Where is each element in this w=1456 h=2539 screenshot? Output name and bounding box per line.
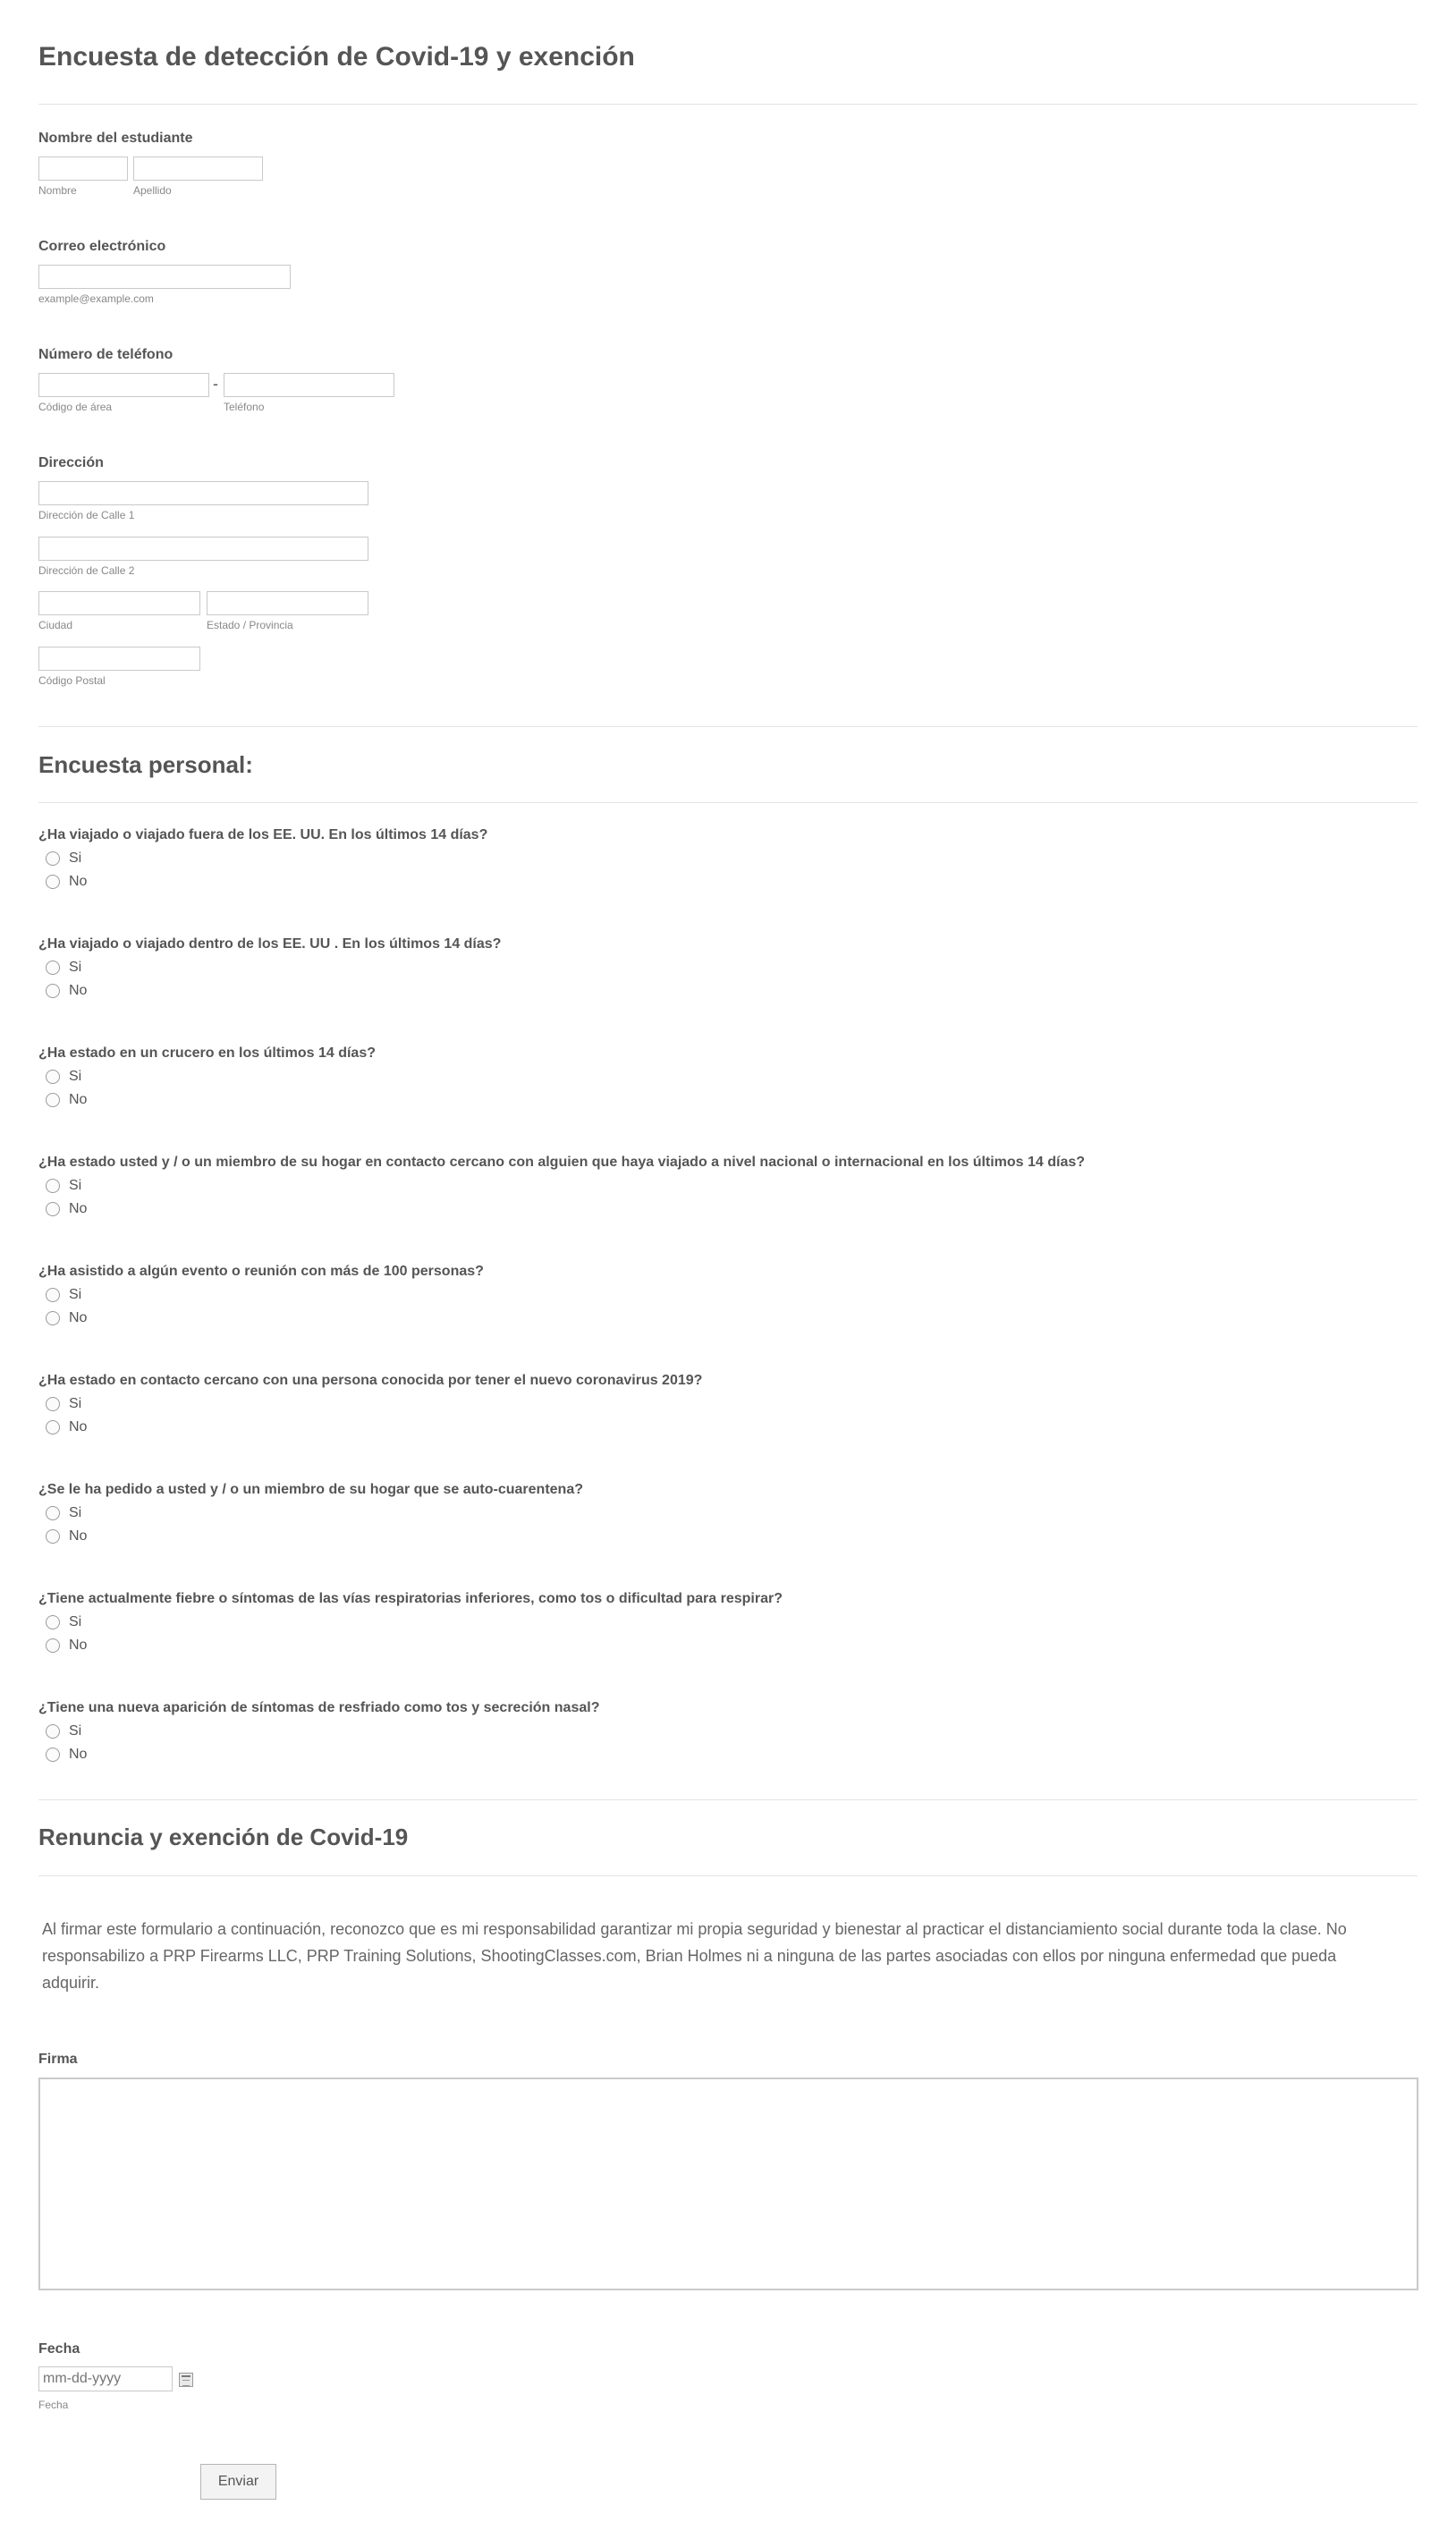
question-label: ¿Ha estado usted y / o un miembro de su hogar en contacto cercano con alguien que haya viajado a nivel nacional o internacional en los últimos 14 días? [38, 1155, 1086, 1170]
radio-option-no[interactable] [38, 870, 1416, 893]
radio-option-yes[interactable] [38, 1392, 1416, 1416]
area-code-input[interactable] [38, 373, 209, 397]
radio-button[interactable] [46, 1724, 60, 1739]
radio-label: Si [69, 960, 82, 975]
radio-button[interactable] [46, 875, 60, 889]
radio-button[interactable] [46, 1179, 60, 1193]
question-label: ¿Ha estado en un crucero en los últimos 14 días? [38, 1045, 376, 1061]
survey-question [38, 1045, 1416, 1112]
radio-option-yes[interactable] [38, 1174, 1416, 1198]
question-label: ¿Tiene una nueva aparición de síntomas de resfriado como tos y secreción nasal? [38, 1700, 600, 1715]
first-name-sublabel: Nombre [38, 184, 77, 197]
radio-option-yes[interactable] [38, 1611, 1416, 1634]
radio-option-yes[interactable] [38, 1720, 1416, 1743]
radio-button[interactable] [46, 1615, 60, 1629]
date-sublabel: Fecha [38, 2399, 69, 2411]
survey-question [38, 827, 1416, 893]
survey-question [38, 936, 1416, 1003]
street2-sublabel: Dirección de Calle 2 [38, 564, 135, 577]
radio-option-no[interactable] [38, 1743, 1416, 1766]
radio-label: No [69, 1747, 88, 1762]
divider [38, 802, 1418, 803]
survey-question [38, 1700, 1416, 1766]
radio-option-no[interactable] [38, 1307, 1416, 1330]
radio-option-no[interactable] [38, 1525, 1416, 1548]
radio-label: No [69, 983, 88, 998]
radio-label: No [69, 1419, 88, 1435]
radio-option-no[interactable] [38, 1198, 1416, 1221]
question-label: ¿Se le ha pedido a usted y / o un miembro de su hogar que se auto-cuarentena? [38, 1482, 583, 1497]
radio-label: No [69, 1201, 88, 1216]
divider [38, 1799, 1418, 1800]
date-input[interactable] [38, 2366, 173, 2391]
phone-number-sublabel: Teléfono [224, 401, 265, 413]
student-name-label: Nombre del estudiante [38, 131, 193, 146]
radio-option-yes[interactable] [38, 956, 1416, 979]
radio-label: Si [69, 1505, 82, 1520]
survey-section-title: Encuesta personal: [38, 751, 253, 778]
question-label: ¿Ha viajado o viajado fuera de los EE. UU. En los últimos 14 días? [38, 827, 488, 842]
radio-option-no[interactable] [38, 1634, 1416, 1657]
radio-button[interactable] [46, 961, 60, 975]
date-label: Fecha [38, 2341, 80, 2357]
email-sublabel: example@example.com [38, 292, 154, 305]
radio-label: No [69, 1638, 88, 1653]
street2-input[interactable] [38, 537, 368, 561]
signature-pad[interactable] [38, 2078, 1418, 2290]
survey-question [38, 1591, 1416, 1657]
address-label: Dirección [38, 455, 104, 470]
submit-button[interactable]: Enviar [200, 2464, 276, 2500]
survey-question [38, 1155, 1416, 1221]
zip-input[interactable] [38, 647, 200, 671]
radio-option-yes[interactable] [38, 847, 1416, 870]
radio-button[interactable] [46, 1638, 60, 1653]
email-input[interactable] [38, 265, 291, 289]
street1-input[interactable] [38, 481, 368, 505]
radio-option-yes[interactable] [38, 1283, 1416, 1307]
question-label: ¿Ha viajado o viajado dentro de los EE. UU . En los últimos 14 días? [38, 936, 502, 952]
first-name-input[interactable] [38, 157, 128, 181]
survey-question [38, 1373, 1416, 1439]
radio-button[interactable] [46, 851, 60, 866]
city-sublabel: Ciudad [38, 619, 73, 631]
radio-option-yes[interactable] [38, 1065, 1416, 1088]
radio-option-no[interactable] [38, 1416, 1416, 1439]
radio-label: Si [69, 1723, 82, 1739]
survey-question [38, 1482, 1416, 1548]
radio-label: Si [69, 1287, 82, 1302]
radio-button[interactable] [46, 1506, 60, 1520]
radio-button[interactable] [46, 1529, 60, 1544]
area-code-sublabel: Código de área [38, 401, 113, 413]
waiver-text: Al firmar este formulario a continuación, reconozco que es mi responsabilidad garantizar mi propia seguridad y bienestar al practicar el distanciamiento social durante toda la clase. No responsabilizo a PRP Firearms LLC, PRP Training Solutions, ShootingClasses.com, Brian Holmes ni a ninguna de las partes asociadas con ellos por ninguna enfermedad que pueda adquirir. [42, 1920, 1347, 1992]
radio-label: Si [69, 851, 82, 866]
phone-separator: - [213, 375, 218, 393]
radio-button[interactable] [46, 1288, 60, 1302]
radio-button[interactable] [46, 1397, 60, 1411]
zip-sublabel: Código Postal [38, 674, 106, 687]
state-input[interactable] [207, 591, 368, 615]
last-name-input[interactable] [133, 157, 263, 181]
radio-label: No [69, 874, 88, 889]
radio-button[interactable] [46, 1070, 60, 1084]
signature-label: Firma [38, 2052, 78, 2067]
waiver-section-title: Renuncia y exención de Covid-19 [38, 1824, 409, 1850]
radio-label: No [69, 1092, 88, 1107]
street1-sublabel: Dirección de Calle 1 [38, 509, 135, 521]
question-label: ¿Tiene actualmente fiebre o síntomas de las vías respiratorias inferiores, como tos o dificultad para respirar? [38, 1591, 783, 1606]
form-title: Encuesta de detección de Covid-19 y exención [38, 42, 635, 72]
radio-label: Si [69, 1178, 82, 1193]
survey-question [38, 1264, 1416, 1330]
email-label: Correo electrónico [38, 239, 166, 254]
state-sublabel: Estado / Provincia [207, 619, 293, 631]
radio-button[interactable] [46, 1202, 60, 1216]
radio-label: No [69, 1310, 88, 1325]
city-input[interactable] [38, 591, 200, 615]
radio-label: Si [69, 1614, 82, 1629]
last-name-sublabel: Apellido [133, 184, 172, 197]
divider [38, 1875, 1418, 1876]
question-label: ¿Ha asistido a algún evento o reunión con más de 100 personas? [38, 1264, 484, 1279]
radio-button[interactable] [46, 1311, 60, 1325]
radio-label: No [69, 1528, 88, 1544]
radio-button[interactable] [46, 984, 60, 998]
calendar-icon[interactable] [179, 2373, 193, 2387]
divider [38, 104, 1418, 105]
divider [38, 726, 1418, 727]
radio-option-yes[interactable] [38, 1502, 1416, 1525]
radio-label: Si [69, 1396, 82, 1411]
radio-label: Si [69, 1069, 82, 1084]
radio-option-no[interactable] [38, 979, 1416, 1003]
radio-button[interactable] [46, 1093, 60, 1107]
question-label: ¿Ha estado en contacto cercano con una persona conocida por tener el nuevo coronavirus 2019? [38, 1373, 703, 1388]
phone-label: Número de teléfono [38, 347, 174, 362]
phone-number-input[interactable] [224, 373, 394, 397]
radio-button[interactable] [46, 1748, 60, 1762]
radio-option-no[interactable] [38, 1088, 1416, 1112]
radio-button[interactable] [46, 1420, 60, 1435]
